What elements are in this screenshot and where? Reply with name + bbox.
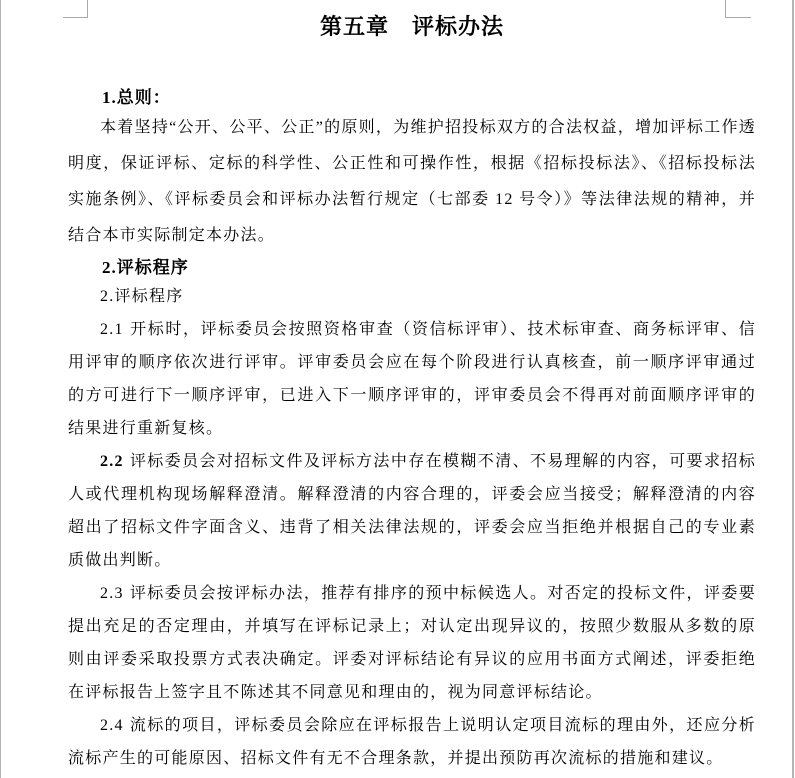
paragraph-2-2-number: 2.2 xyxy=(100,453,124,470)
paragraph-2-3-number: 2.3 xyxy=(100,585,124,602)
paragraph-2-4-number: 2.4 xyxy=(100,717,124,734)
paragraph-2-4 xyxy=(68,709,756,775)
paragraph-general-principles: 本着坚持“公开、公平、公正”的原则，为维护招投标双方的合法权益，增加评标工作透明度，保证评标、定标的科学性、公正性和可操作性，根据《招标投标法》、《招标投标法实施条例》、《评标委员会和评标办法暂行规定（七部委 12 号令）》等法律法规的精神，并结合本市实际制定本办法。 xyxy=(68,119,756,244)
paragraph-2-1-number: 2.1 xyxy=(100,321,124,338)
section-heading-procedure: 2.评标程序 xyxy=(102,258,189,277)
paragraph-procedure-subheading: 2.评标程序 xyxy=(100,288,184,305)
paragraph-2-3-text: 评标委员会按评标办法，推荐有排序的预中标候选人。对否定的投标文件，评委要提出充足的否定理由，并填写在评标记录上；对认定出现异议的，按照少数服从多数的原则由评委采取投票方式表决确定。评委对评标结论有异议的应用书面方式阐述，评委拒绝在评标报告上签字且不陈述其不同意见和理由的，视为同意评标结论。 xyxy=(68,585,756,701)
page-border-right xyxy=(792,0,794,778)
paragraph-2-4-text: 流标的项目，评标委员会除应在评标报告上说明认定项目流标的理由外，还应分析流标产生的可能原因、招标文件有无不合理条款，并提出预防再次流标的措施和建议。 xyxy=(68,717,756,767)
paragraph-2-2 xyxy=(68,445,756,577)
paragraph-2-2-text: 评标委员会对招标文件及评标方法中存在模糊不清、不易理解的内容，可要求招标人或代理机构现场解释澄清。解释澄清的内容合理的，评委会应当接受；解释澄清的内容超出了招标文件字面含义、违背了相关法律法规的，评委会应当拒绝并根据自己的专业素质做出判断。 xyxy=(68,453,756,569)
paragraph-2-1 xyxy=(68,313,756,445)
page-border-left xyxy=(0,0,1,778)
document-body xyxy=(68,0,756,775)
chapter-title: 第五章 评标办法 xyxy=(319,14,504,39)
section-heading-general: 1.总则： xyxy=(102,88,171,107)
paragraph-2-1-text: 开标时，评标委员会按照资格审查（资信标评审）、技术标审查、商务标评审、信用评审的顺序依次进行评审。评审委员会应在每个阶段进行认真核查，前一顺序评审通过的方可进行下一顺序评审，已进入下一顺序评审的，评审委员会不得再对前面顺序评审的结果进行重新复核。 xyxy=(68,321,756,437)
paragraph-2-3 xyxy=(68,577,756,709)
